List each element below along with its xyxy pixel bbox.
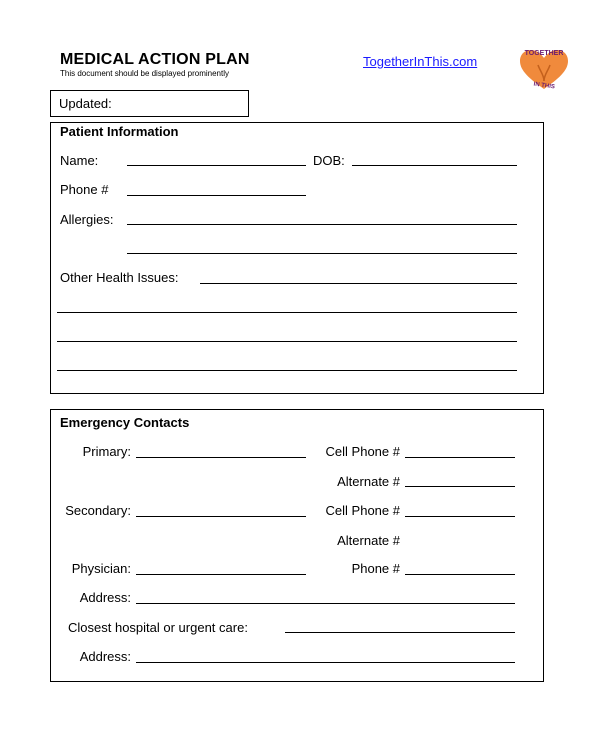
primary-field[interactable] — [136, 457, 306, 458]
emergency-contacts-heading: Emergency Contacts — [60, 415, 190, 430]
other-health-issues-label: Other Health Issues: — [60, 270, 179, 285]
patient-information-section — [50, 122, 544, 394]
alternate-label-1: Alternate # — [337, 474, 400, 489]
other-health-issues-field-line-3[interactable] — [57, 341, 517, 342]
physician-label: Physician: — [71, 561, 131, 576]
updated-label: Updated: — [59, 96, 112, 111]
heart-logo-icon — [516, 45, 572, 93]
patient-information-heading: Patient Information — [60, 124, 179, 139]
cell-phone-field-1[interactable] — [405, 457, 515, 458]
phone-field[interactable] — [127, 195, 306, 196]
address-label-1: Address: — [79, 590, 131, 605]
website-link[interactable]: TogetherInThis.com — [363, 54, 478, 69]
name-field[interactable] — [127, 165, 306, 166]
updated-field[interactable] — [50, 90, 249, 117]
secondary-label: Secondary: — [65, 503, 131, 518]
other-health-issues-field-line-4[interactable] — [57, 370, 517, 371]
phone-label: Phone # — [60, 182, 109, 197]
alternate-field-1[interactable] — [405, 486, 515, 487]
closest-hospital-label: Closest hospital or urgent care: — [68, 620, 248, 635]
cell-phone-label-1: Cell Phone # — [325, 444, 400, 459]
allergies-field-line-2[interactable] — [127, 253, 517, 254]
allergies-field-line-1[interactable] — [127, 224, 517, 225]
address-label-2: Address: — [79, 649, 131, 664]
name-label: Name: — [60, 153, 99, 168]
physician-field[interactable] — [136, 574, 306, 575]
alternate-label-2: Alternate # — [337, 533, 400, 548]
page-subtitle: This document should be displayed prominently — [60, 69, 229, 78]
physician-address-field[interactable] — [136, 603, 515, 604]
dob-field[interactable] — [352, 165, 517, 166]
page-title: MEDICAL ACTION PLAN — [60, 51, 250, 68]
other-health-issues-field-line-1[interactable] — [200, 283, 517, 284]
hospital-address-field[interactable] — [136, 662, 515, 663]
closest-hospital-field[interactable] — [285, 632, 515, 633]
secondary-field[interactable] — [136, 516, 306, 517]
logo-text-bottom: IN THIS — [533, 81, 556, 91]
cell-phone-field-2[interactable] — [405, 516, 515, 517]
logo-text-top: TOGETHER — [524, 50, 564, 57]
physician-phone-label: Phone # — [351, 561, 400, 576]
dob-label: DOB: — [313, 153, 345, 168]
allergies-label: Allergies: — [60, 212, 114, 227]
together-in-this-logo — [516, 45, 572, 93]
other-health-issues-field-line-2[interactable] — [57, 312, 517, 313]
cell-phone-label-2: Cell Phone # — [325, 503, 400, 518]
physician-phone-field[interactable] — [405, 574, 515, 575]
primary-label: Primary: — [82, 444, 131, 459]
